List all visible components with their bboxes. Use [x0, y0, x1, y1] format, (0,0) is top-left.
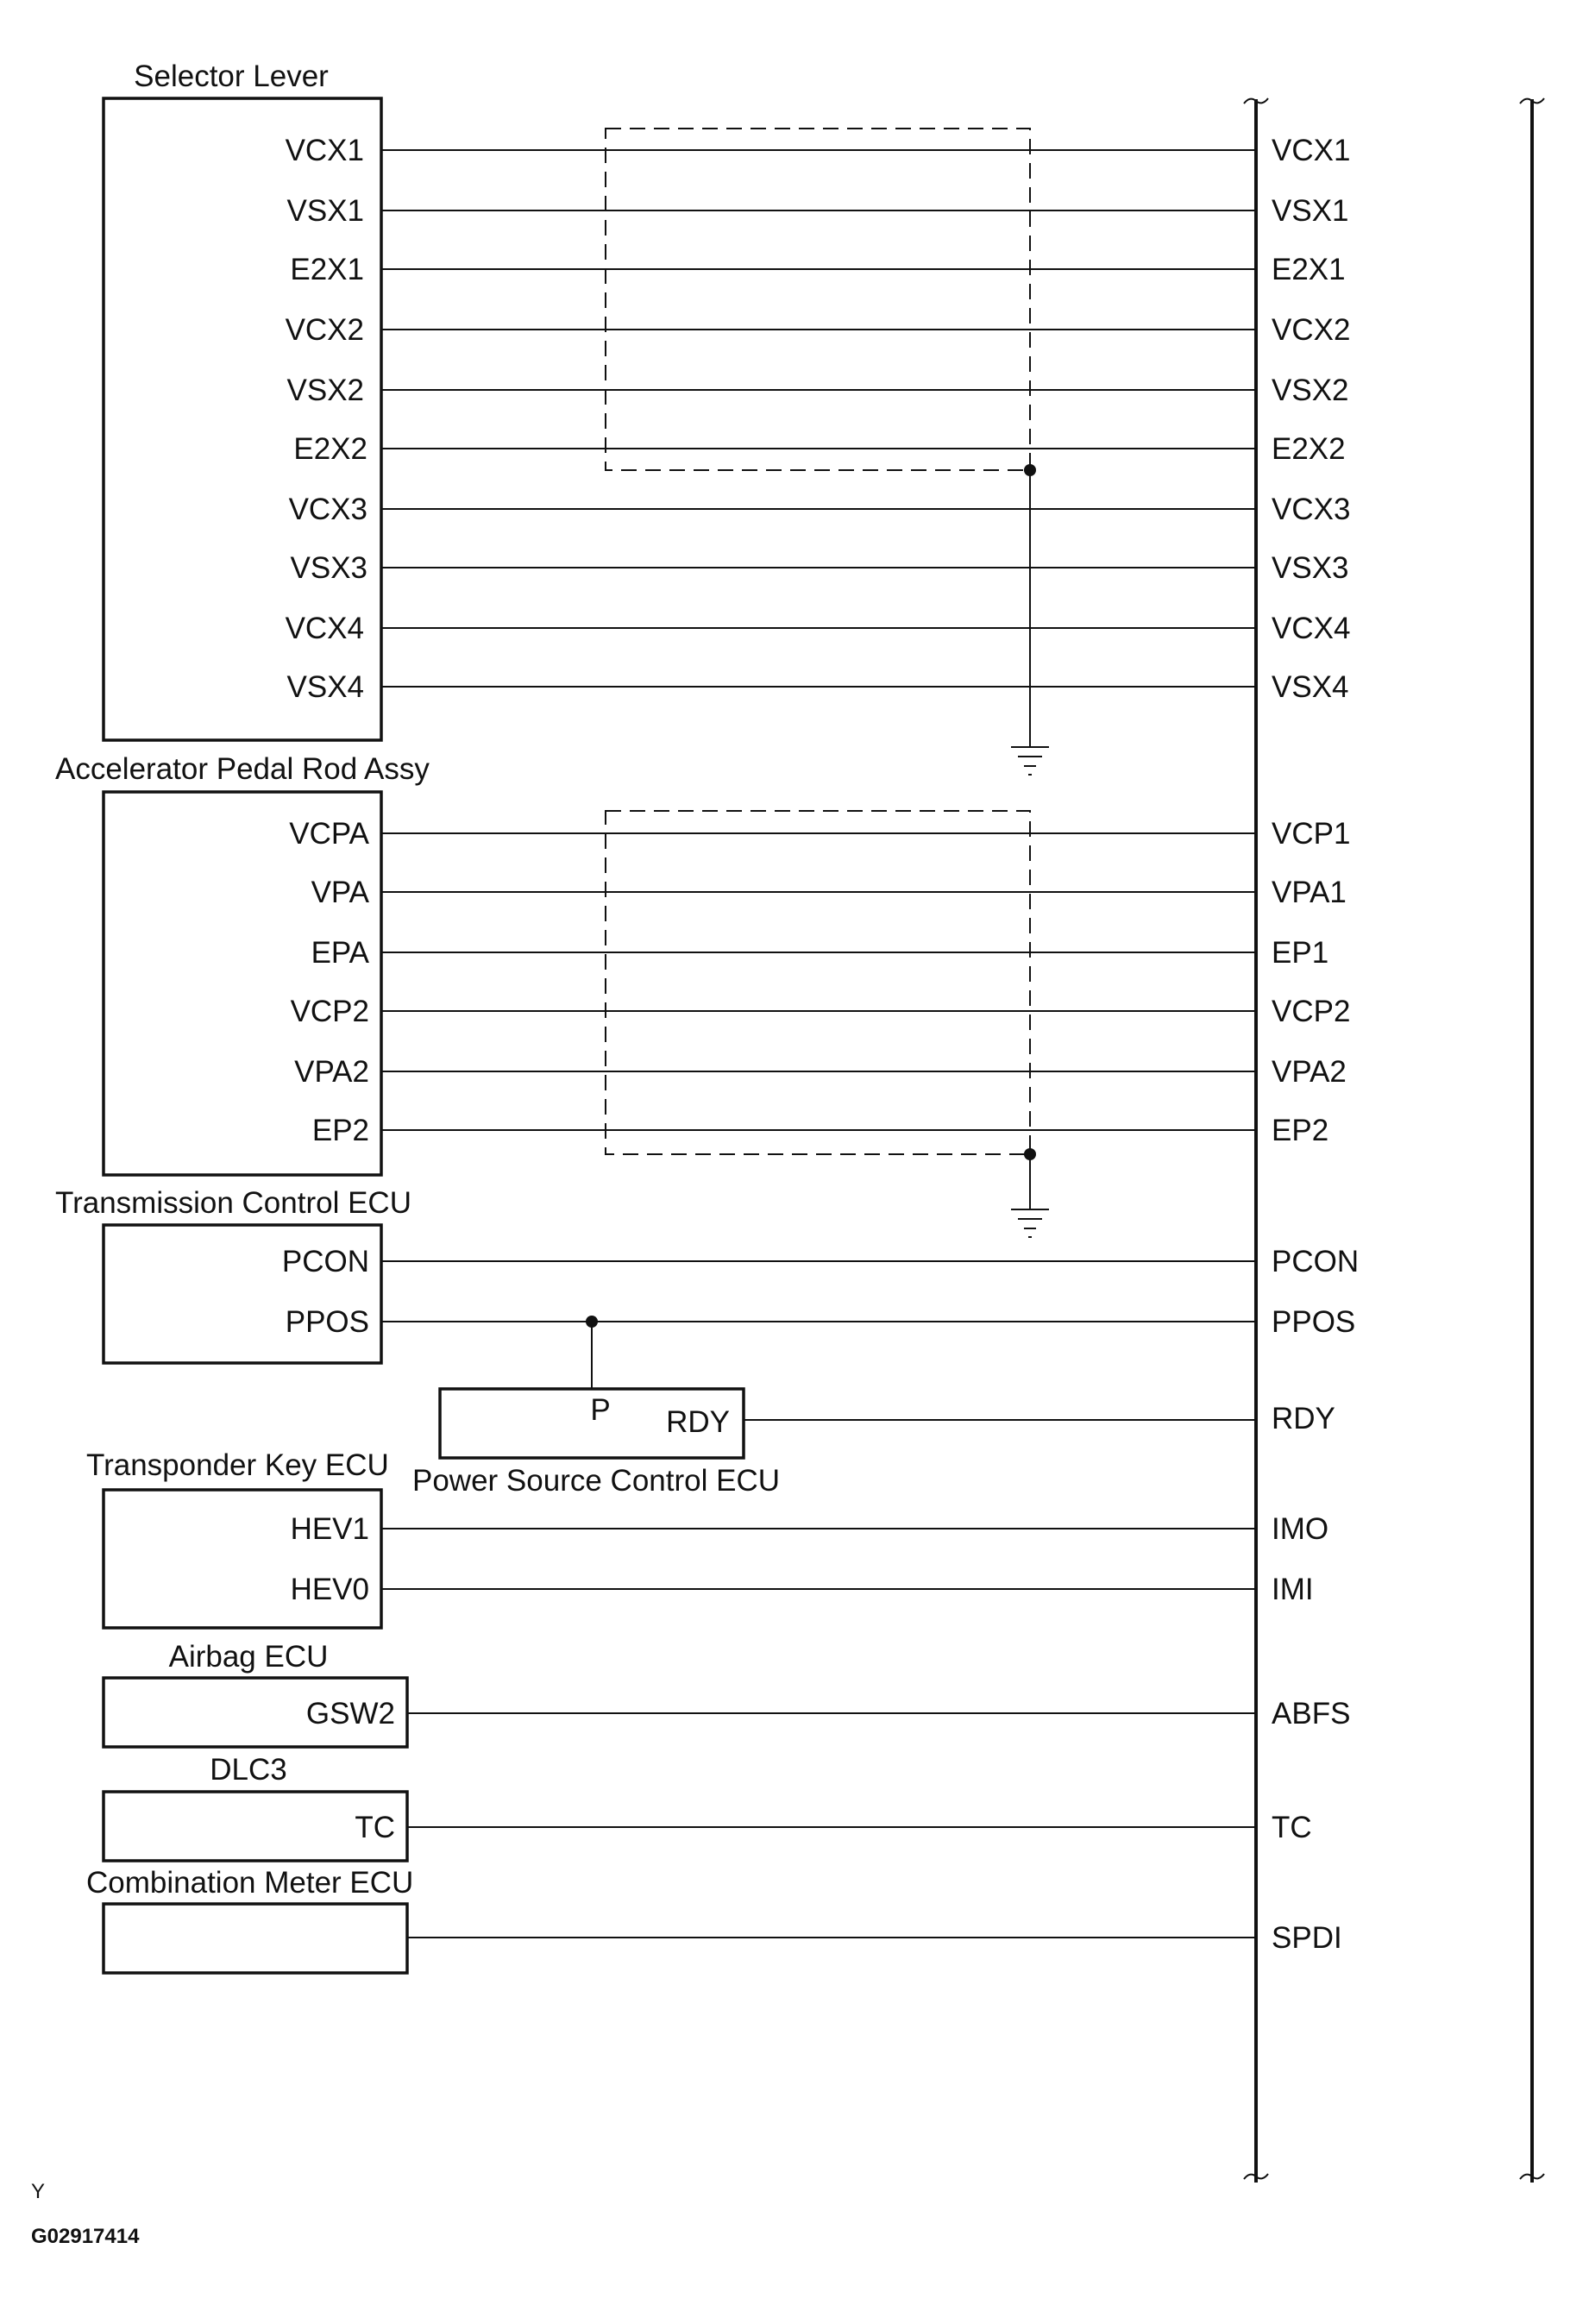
terminal-label: VCX1 [1272, 134, 1351, 167]
terminal-label: PPOS [1272, 1305, 1356, 1339]
pin-label: HEV0 [290, 1573, 369, 1606]
pin-label: EP2 [311, 1114, 369, 1147]
airbag-title: Airbag ECU [168, 1640, 329, 1674]
pin-label: PPOS [285, 1305, 369, 1339]
pin-label: VSX1 [286, 194, 364, 228]
pin-label: EPA [311, 936, 369, 970]
terminal-label: VCX2 [1272, 313, 1351, 347]
terminal-label: VPA2 [1272, 1055, 1347, 1089]
shield-box [606, 129, 1030, 470]
terminal-label: E2X2 [1272, 432, 1346, 466]
pin-label: VSX3 [290, 551, 367, 585]
selector-lever-title: Selector Lever [134, 60, 329, 93]
tcu-title: Transmission Control ECU [55, 1186, 411, 1220]
pin-label: VCX2 [285, 313, 364, 347]
terminal-label: VSX1 [1272, 194, 1349, 228]
pin-label: TC [355, 1811, 395, 1844]
terminal-label: ABFS [1272, 1697, 1351, 1730]
pin-label: VPA2 [294, 1055, 369, 1089]
pin-label: VCX1 [285, 134, 364, 167]
terminal-label: VSX4 [1272, 670, 1349, 704]
terminal-label: E2X1 [1272, 253, 1346, 286]
terminal-label: VPA1 [1272, 876, 1347, 909]
terminal-label: TC [1272, 1811, 1312, 1844]
terminal-label: VCP1 [1272, 817, 1351, 851]
terminal-label: VSX3 [1272, 551, 1349, 585]
pin-label: PCON [281, 1245, 369, 1278]
combination-meter-title: Combination Meter ECU [86, 1866, 414, 1900]
terminal-label: RDY [1272, 1402, 1335, 1435]
terminal-label: VCX4 [1272, 612, 1351, 645]
pin-label: VCX4 [285, 612, 364, 645]
shield-box [606, 811, 1030, 1154]
pin-label: VSX2 [286, 374, 364, 407]
combination-meter-box [104, 1904, 407, 1973]
transponder-title: Transponder Key ECU [86, 1448, 389, 1482]
figure-code: G02917414 [31, 2225, 140, 2248]
power-source-title: Power Source Control ECU [412, 1464, 780, 1498]
terminal-label: VCX3 [1272, 493, 1351, 526]
pin-label: P [590, 1393, 611, 1427]
pin-label: VCX3 [288, 493, 367, 526]
pin-label: E2X1 [290, 253, 364, 286]
pin-label: GSW2 [305, 1697, 395, 1730]
pin-label: VCPA [289, 817, 369, 851]
dlc3-title: DLC3 [210, 1753, 287, 1787]
terminal-label: VSX2 [1272, 374, 1349, 407]
accel-pedal-title: Accelerator Pedal Rod Assy [55, 752, 430, 786]
terminal-label: EP2 [1272, 1114, 1329, 1147]
right-terminal-labels [1272, 134, 1359, 1955]
terminal-label: VCP2 [1272, 995, 1351, 1028]
pin-label: VSX4 [286, 670, 364, 704]
terminal-label: PCON [1272, 1245, 1360, 1278]
pin-label: RDY [666, 1405, 730, 1439]
pin-label: VCP2 [290, 995, 369, 1028]
ground-icon [1011, 1209, 1049, 1237]
pin-label: E2X2 [293, 432, 367, 466]
terminal-label: IMI [1272, 1573, 1314, 1606]
footer-mark: Y [31, 2180, 46, 2203]
ground-icon [1011, 747, 1049, 775]
pin-label: HEV1 [290, 1512, 369, 1546]
terminal-label: EP1 [1272, 936, 1329, 970]
pin-label: VPA [311, 876, 369, 909]
transponder-box [104, 1490, 381, 1628]
terminal-label: IMO [1272, 1512, 1329, 1546]
terminal-label: SPDI [1272, 1921, 1342, 1955]
